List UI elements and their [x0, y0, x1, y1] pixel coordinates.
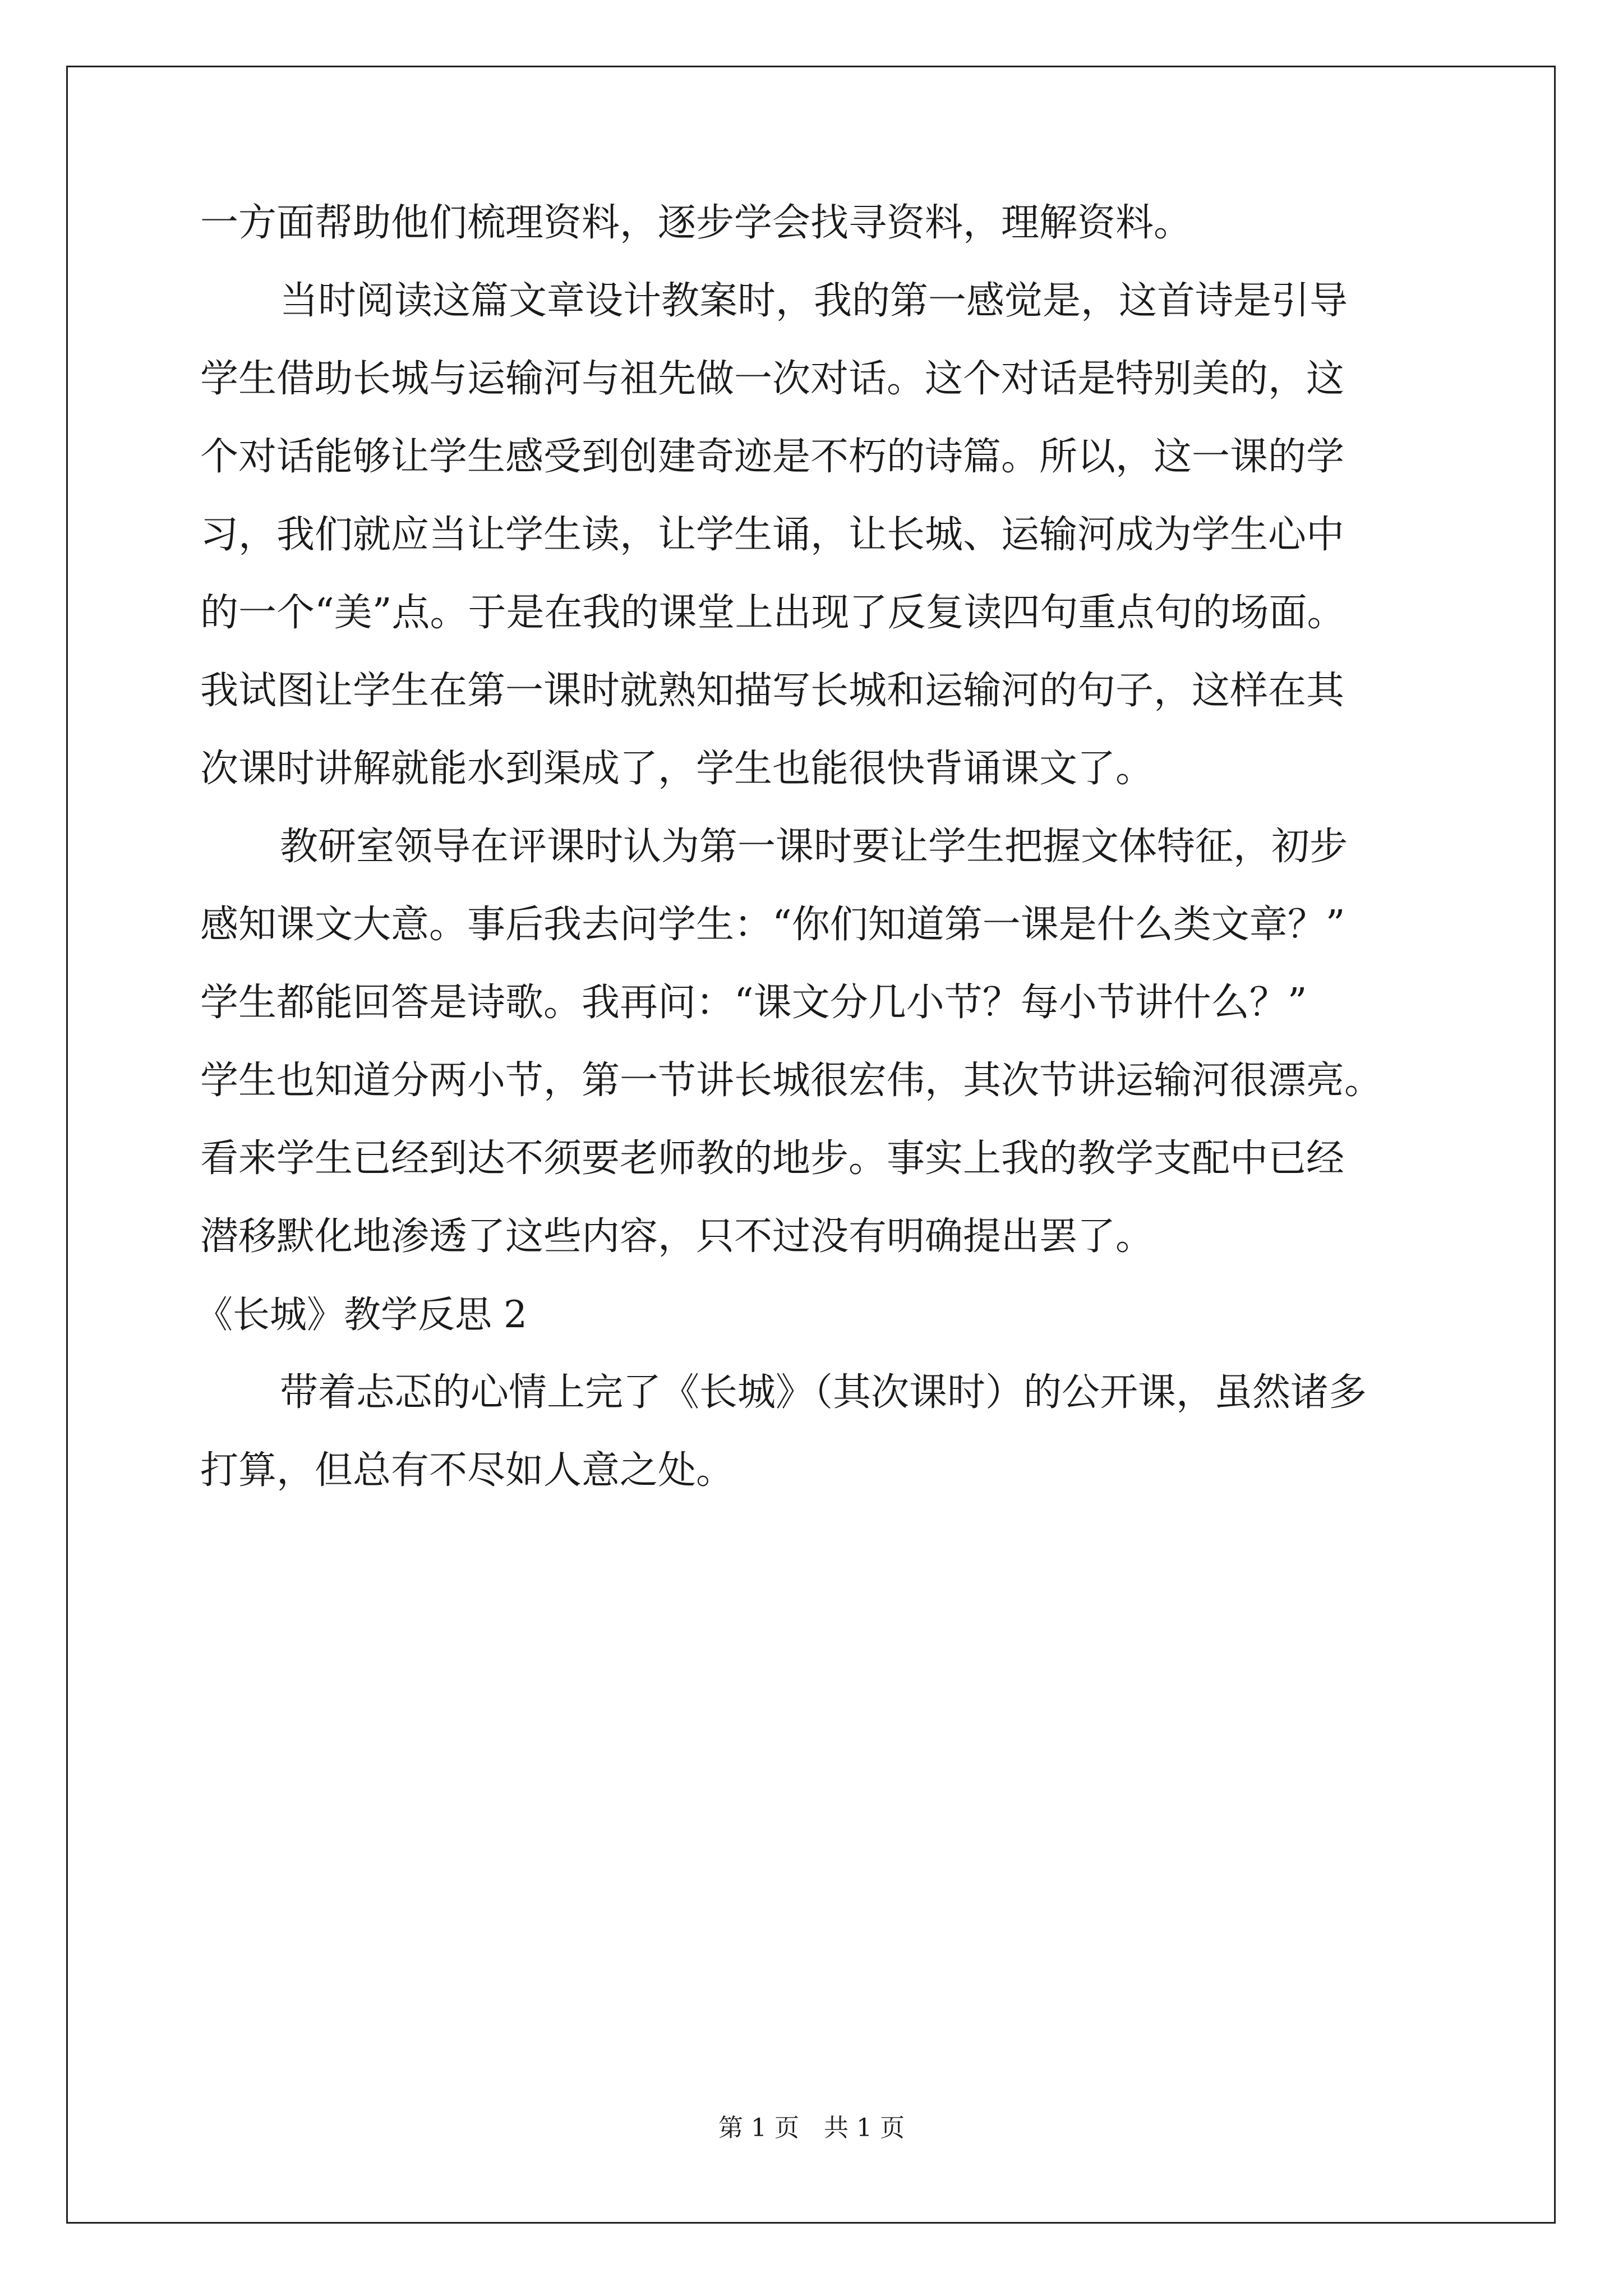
paragraph-start-line: 当时阅读这篇文章设计教案时，我的第一感觉是，这首诗是引导	[280, 279, 1348, 323]
text-line: 次课时讲解就能水到渠成了，学生也能很快背诵课文了。	[200, 747, 1154, 791]
text-line: 一方面帮助他们梳理资料，逐步学会找寻资料，理解资料。	[200, 201, 1192, 245]
paragraph-start-line: 带着忐忑的心情上完了《长城》（其次课时）的公开课，虽然诸多	[280, 1370, 1367, 1415]
text-line: 学生借助长城与运输河与祖先做一次对话。这个对话是特别美的，这	[200, 357, 1345, 401]
text-line: 我试图让学生在第一课时就熟知描写长城和运输河的句子，这样在其	[200, 669, 1345, 713]
text-line: 习，我们就应当让学生读，让学生诵，让长城、运输河成为学生心中	[200, 513, 1345, 557]
text-line: 感知课文大意。事后我去问学生：“你们知道第一课是什么类文章？”	[200, 903, 1345, 947]
paragraph-start-line: 教研室领导在评课时认为第一课时要让学生把握文体特征，初步	[280, 825, 1348, 869]
text-line: 潜移默化地渗透了这些内容，只不过没有明确提出罢了。	[200, 1214, 1154, 1259]
text-line: 学生都能回答是诗歌。我再问：“课文分几小节？每小节讲什么？”	[200, 981, 1307, 1025]
document-body	[196, 196, 1434, 1522]
text-line: 看来学生已经到达不须要老师教的地步。事实上我的教学支配中已经	[200, 1137, 1345, 1181]
section-heading: 《长城》教学反思 2	[196, 1293, 527, 1336]
text-line: 个对话能够让学生感受到创建奇迹是不朽的诗篇。所以，这一课的学	[200, 435, 1345, 479]
text-line: 的一个“美”点。于是在我的课堂上出现了反复读四句重点句的场面。	[200, 591, 1345, 635]
text-line: 学生也知道分两小节，第一节讲长城很宏伟，其次节讲运输河很漂亮。	[200, 1059, 1383, 1103]
text-line: 打算，但总有不尽如人意之处。	[200, 1448, 735, 1493]
page-number-footer: 第 1 页 共 1 页	[718, 2114, 905, 2142]
